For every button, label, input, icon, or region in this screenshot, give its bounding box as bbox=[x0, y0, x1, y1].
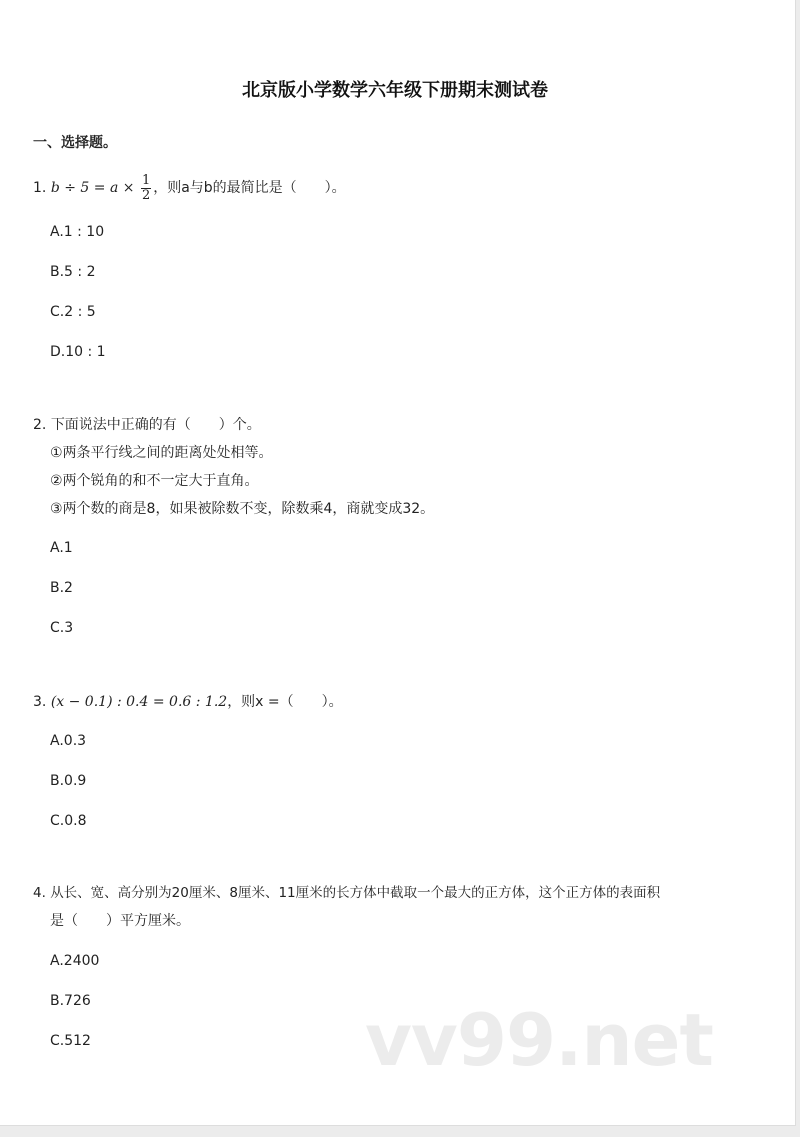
question-1: 1. b ÷ 5 = a × $\frac{1}{2}$ ，则a与b的最简比是（ ）。 bbox=[33, 172, 346, 203]
q4-option-a: A.2400 bbox=[50, 953, 100, 969]
q2-option-a: A.1 bbox=[50, 540, 73, 556]
q2-option-c: C.3 bbox=[50, 620, 74, 636]
q2-statement-3: ③两个数的商是8，如果被除数不变，除数乘4，商就变成32。 bbox=[50, 501, 435, 517]
question-3: 3. (x − 0.1) : 0.4 = 0.6 : 1.2，则x =（ ）。 bbox=[33, 694, 343, 710]
page-title: 北京版小学数学六年级下册期末测试卷 bbox=[242, 80, 548, 101]
q1-option-b: B.5 : 2 bbox=[50, 264, 96, 280]
question-4-continued: 是（ ）平方厘米。 bbox=[50, 913, 190, 929]
question-4: 4. 从长、宽、高分别为20厘米、8厘米、11厘米的长方体中截取一个最大的正方体，这个正方体的表面积 bbox=[33, 885, 661, 901]
q4-option-c: C.512 bbox=[50, 1033, 91, 1049]
watermark: vv99.net bbox=[365, 998, 713, 1082]
q3-option-a: A.0.3 bbox=[50, 733, 87, 749]
section-heading: 一、选择题。 bbox=[33, 135, 117, 151]
q1-option-d: D.10 : 1 bbox=[50, 344, 106, 360]
q3-option-c: C.0.8 bbox=[50, 813, 87, 829]
q1-option-c: C.2 : 5 bbox=[50, 304, 96, 320]
q4-option-b: B.726 bbox=[50, 993, 91, 1009]
question-3-expression: (x − 0.1) : 0.4 = 0.6 : 1.2 bbox=[50, 694, 228, 710]
fraction: $\frac{1}{2}$ bbox=[141, 172, 151, 203]
question-2: 2. 下面说法中正确的有（ ）个。 bbox=[33, 417, 261, 433]
q2-statement-1: ①两条平行线之间的距离处处相等。 bbox=[50, 445, 273, 461]
q2-option-b: B.2 bbox=[50, 580, 73, 596]
q1-option-a: A.1 : 10 bbox=[50, 224, 105, 240]
q3-option-b: B.0.9 bbox=[50, 773, 87, 789]
question-1-expression: b ÷ 5 = a × bbox=[50, 180, 135, 196]
q2-statement-2: ②两个锐角的和不一定大于直角。 bbox=[50, 473, 259, 489]
